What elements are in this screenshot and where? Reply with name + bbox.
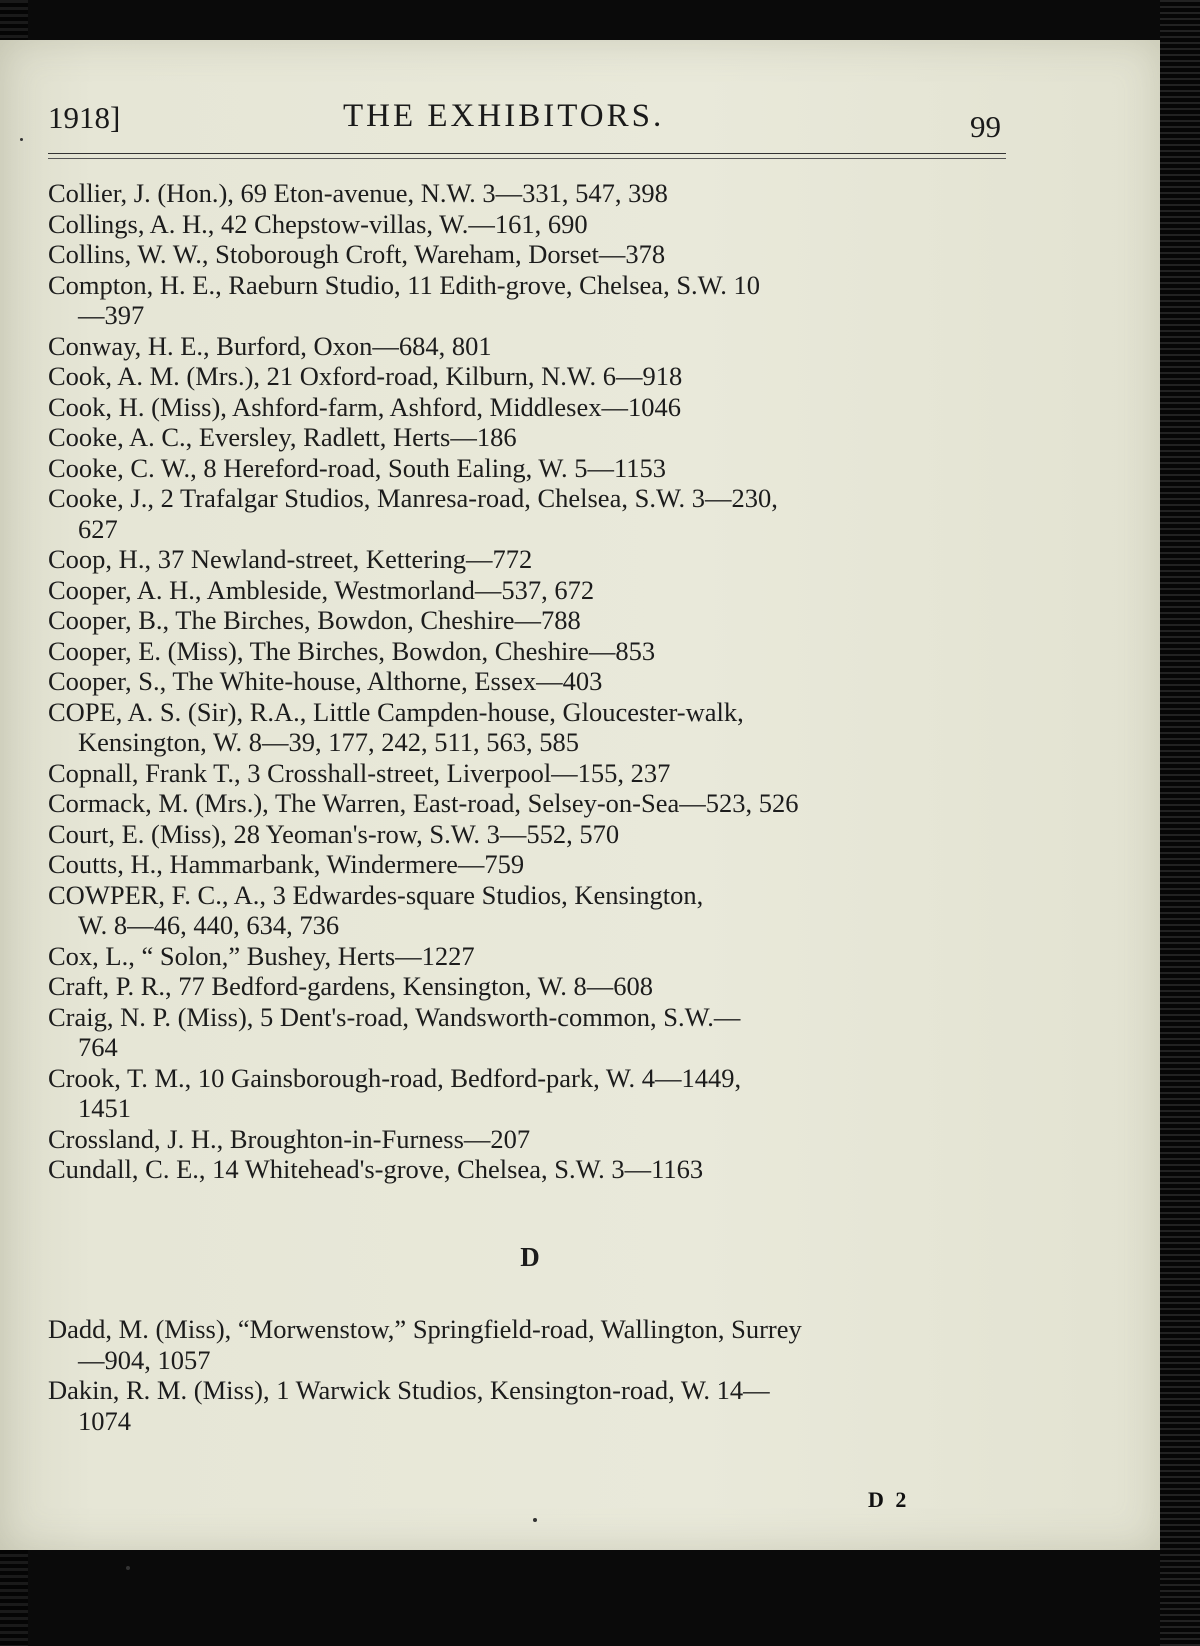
list-item-line: Cooke, J., 2 Trafalgar Studios, Manresa-road, Chelsea, S.W. 3—230, <box>48 483 778 513</box>
list-item: Cooper, B., The Birches, Bowdon, Cheshire—788 <box>48 605 581 635</box>
list-item: Court, E. (Miss), 28 Yeoman's-row, S.W. 3—552, 570 <box>48 818 620 849</box>
list-item: Copnall, Frank T., 3 Crosshall-street, Liverpool—155, 237 <box>48 757 671 788</box>
exhibitor-list-c <box>48 178 1008 1185</box>
list-item <box>48 697 1008 758</box>
list-item-continuation: 627 <box>78 513 118 544</box>
list-item: Collier, J. (Hon.), 69 Eton-avenue, N.W. 3—331, 547, 398 <box>48 178 668 208</box>
list-item-continuation: W. 8—46, 440, 634, 736 <box>78 910 340 940</box>
list-item: Cook, H. (Miss), Ashford-farm, Ashford, Middlesex—1046 <box>48 391 682 422</box>
list-item <box>48 880 1008 941</box>
list-item-continuation: 764 <box>78 1032 118 1062</box>
list-item: Cook, A. M. (Mrs.), 21 Oxford-road, Kilburn, N.W. 6—918 <box>48 361 683 391</box>
list-item <box>48 270 1008 331</box>
scan-border-right <box>1160 0 1200 1646</box>
list-item-continuation: 1451 <box>78 1093 131 1123</box>
list-item <box>48 1314 1008 1375</box>
list-item-line: Crook, T. M., 10 Gainsborough-road, Bedford-park, W. 4—1449, <box>48 1062 742 1093</box>
list-item: Coutts, H., Hammarbank, Windermere—759 <box>48 849 525 879</box>
list-item: Coop, H., 37 Newland-street, Kettering—772 <box>48 544 533 574</box>
list-item: Conway, H. E., Burford, Oxon—684, 801 <box>48 330 492 361</box>
list-item: Cooper, S., The White-house, Althorne, Essex—403 <box>48 666 603 696</box>
list-item: Cormack, M. (Mrs.), The Warren, East-road, Selsey-on-Sea—523, 526 <box>48 788 799 818</box>
header-rule-secondary <box>48 158 1006 159</box>
list-item-line: COWPER, F. C., A., 3 Edwardes-square Studios, Kensington, <box>48 879 704 910</box>
list-item: Cooper, A. H., Ambleside, Westmorland—537, 672 <box>48 574 595 605</box>
list-item-continuation: —397 <box>78 300 145 330</box>
list-item: Collings, A. H., 42 Chepstow-villas, W.—161, 690 <box>48 208 588 239</box>
page-number: 99 <box>970 109 1001 144</box>
list-item-line: Dadd, M. (Miss), “Morwenstow,” Springfield-road, Wallington, Surrey <box>48 1314 802 1344</box>
signature-mark: D 2 <box>868 1487 910 1512</box>
list-item-line: Dakin, R. M. (Miss), 1 Warwick Studios, Kensington-road, W. 14— <box>48 1375 770 1405</box>
list-item: Cooke, C. W., 8 Hereford-road, South Ealing, W. 5—1153 <box>48 452 667 483</box>
exhibitor-list-d <box>48 1314 1008 1436</box>
header-rule <box>48 153 1006 154</box>
ink-speck <box>126 1566 130 1570</box>
list-item <box>48 1063 1008 1124</box>
list-item-line: COPE, A. S. (Sir), R.A., Little Campden-house, Gloucester-walk, <box>48 696 744 727</box>
list-item-line: Craig, N. P. (Miss), 5 Dent's-road, Wandsworth-common, S.W.— <box>48 1001 741 1032</box>
list-item: Cox, L., “ Solon,” Bushey, Herts—1227 <box>48 940 475 971</box>
ink-speck <box>20 138 23 141</box>
header-title: THE EXHIBITORS. <box>343 98 665 134</box>
section-heading-d: D <box>520 1242 540 1272</box>
running-header <box>48 100 1006 150</box>
list-item: Crossland, J. H., Broughton-in-Furness—207 <box>48 1123 531 1154</box>
header-year: 1918] <box>48 100 121 135</box>
list-item: Cundall, C. E., 14 Whitehead's-grove, Chelsea, S.W. 3—1163 <box>48 1154 704 1184</box>
list-item-continuation: 1074 <box>78 1405 131 1436</box>
list-item-continuation: —904, 1057 <box>78 1344 211 1375</box>
list-item: Cooke, A. C., Eversley, Radlett, Herts—186 <box>48 422 517 452</box>
list-item <box>48 483 1008 544</box>
list-item: Cooper, E. (Miss), The Birches, Bowdon, Cheshire—853 <box>48 635 656 666</box>
ink-speck <box>533 1518 537 1522</box>
list-item: Collins, W. W., Stoborough Croft, Wareham, Dorset—378 <box>48 239 666 269</box>
list-item-line: Compton, H. E., Raeburn Studio, 11 Edith-grove, Chelsea, S.W. 10 <box>48 269 761 300</box>
list-item-continuation: Kensington, W. 8—39, 177, 242, 511, 563, 585 <box>78 727 580 757</box>
list-item <box>48 1375 1008 1436</box>
list-item <box>48 1002 1008 1063</box>
list-item: Craft, P. R., 77 Bedford-gardens, Kensington, W. 8—608 <box>48 971 654 1001</box>
